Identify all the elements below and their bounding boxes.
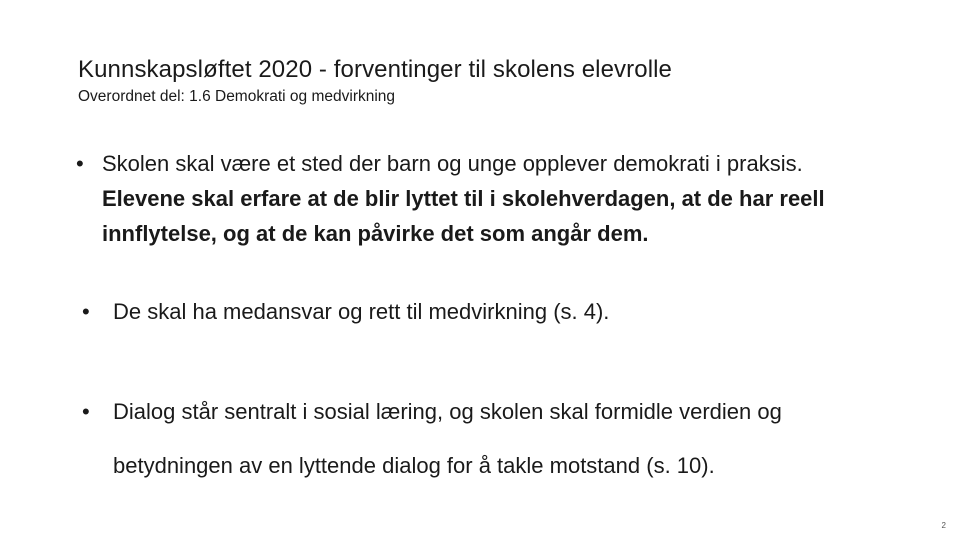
bullet-dot-icon: •	[76, 151, 84, 176]
bullet-item-2	[82, 294, 902, 329]
slide-subtitle: Overordnet del: 1.6 Demokrati og medvirkning	[78, 88, 396, 105]
bullet-dot-icon: •	[82, 299, 90, 324]
slide-title: Kunnskapsløftet 2020 - forventinger til skolens elevrolle	[78, 56, 673, 83]
bullet-text-line-1: Dialog står sentralt i sosial læring, og skolen skal formidle verdien og	[113, 399, 782, 424]
bullet-item-3	[82, 394, 912, 483]
bullet-text-normal: Skolen skal være et sted der barn og unge opplever demokrati i praksis.	[102, 151, 803, 176]
bullet-dot-icon: •	[82, 399, 90, 424]
bullet-text-line-2: betydningen av en lyttende dialog for å takle motstand (s. 10).	[113, 453, 715, 478]
bullet-text	[76, 146, 886, 251]
page-number: 2	[941, 521, 946, 530]
bullet-text-bold: Elevene skal erfare at de blir lyttet til i skolehverdagen, at de har reell innflytelse, og at de kan påvirke det som angår dem.	[102, 186, 825, 246]
bullet-text: De skal ha medansvar og rett til medvirkning (s. 4).	[113, 299, 610, 324]
bullet-item-1	[76, 146, 886, 251]
bullet-text	[82, 394, 912, 483]
